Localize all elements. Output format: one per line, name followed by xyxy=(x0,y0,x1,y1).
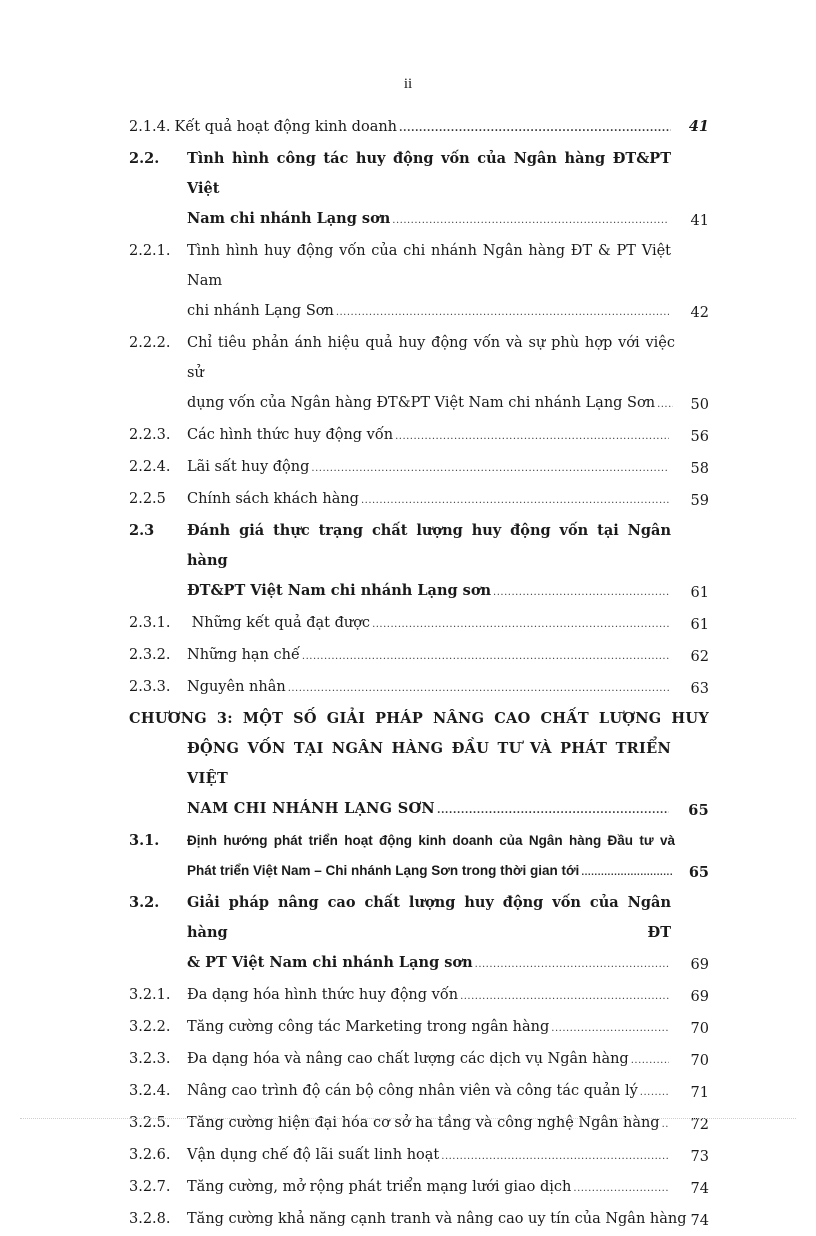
toc-entry-3-2-4[interactable] xyxy=(129,1076,709,1108)
toc-title: Vận dụng chế độ lãi suất linh hoạt xyxy=(187,1147,440,1163)
dot-leader xyxy=(441,1142,669,1172)
toc-number: 2.2.4. xyxy=(129,459,171,475)
dot-leader xyxy=(392,206,669,236)
chapter-title-line: ĐỘNG VỐN TẠI NGÂN HÀNG ĐẦU TƯ VÀ PHÁT TRIỂN VIỆT xyxy=(187,740,671,787)
dot-leader xyxy=(657,390,673,420)
dot-leader xyxy=(475,950,669,980)
dot-leader xyxy=(460,982,669,1012)
dot-leader xyxy=(311,454,669,484)
toc-page: 72 xyxy=(690,1117,709,1133)
toc-title: Các hình thức huy động vốn xyxy=(187,427,394,443)
toc-entry-2-2-1[interactable] xyxy=(129,236,709,328)
toc-page: 61 xyxy=(690,585,709,601)
toc-title: Tăng cường, mở rộng phát triển mạng lưới giao dịch xyxy=(187,1179,572,1195)
toc-title: Nâng cao trình độ cán bộ công nhân viên và công tác quản lý xyxy=(187,1083,638,1099)
toc-title: Nguyên nhân xyxy=(187,679,286,695)
toc-title-line: Chỉ tiêu phản ánh hiệu quả huy động vốn và sự phù hợp với việc sử xyxy=(187,335,675,381)
toc-number: 2.2.2. xyxy=(129,335,171,351)
toc-title-line: & PT Việt Nam chi nhánh Lạng sơn xyxy=(187,954,473,971)
toc-page: 63 xyxy=(690,681,709,697)
toc-title-line: Nam chi nhánh Lạng sơn xyxy=(187,210,391,227)
toc-title: Kết quả hoạt động kinh doanh xyxy=(174,119,398,135)
toc-entry-3-2-2[interactable] xyxy=(129,1012,709,1044)
toc-number: 3.2.1. xyxy=(129,987,171,1003)
toc-title-line: Tình hình công tác huy động vốn của Ngân hàng ĐT&PT Việt xyxy=(187,150,671,197)
toc-number: 3.2.5. xyxy=(129,1115,171,1131)
toc-number: 2.3.3. xyxy=(129,679,171,695)
toc-entry-3-2-1[interactable] xyxy=(129,980,709,1012)
toc-title-line: ĐT&PT Việt Nam chi nhánh Lạng sơn xyxy=(187,582,492,599)
page-bottom-divider xyxy=(20,1118,796,1119)
toc-number: 2.2.5 xyxy=(129,491,166,507)
table-of-contents xyxy=(129,112,709,1236)
toc-page: 70 xyxy=(690,1021,709,1037)
dot-leader xyxy=(399,114,671,144)
dot-leader xyxy=(437,796,669,826)
toc-title: Những hạn chế xyxy=(187,647,300,663)
dot-leader xyxy=(493,578,669,608)
toc-title: Tăng cường công tác Marketing trong ngân hàng xyxy=(187,1019,550,1035)
toc-page: 65 xyxy=(688,802,709,819)
toc-title: Đa dạng hóa và nâng cao chất lượng các dịch vụ Ngân hàng xyxy=(187,1051,629,1067)
toc-entry-3-2-5[interactable] xyxy=(129,1108,709,1140)
toc-entry-3-2-6[interactable] xyxy=(129,1140,709,1172)
toc-title-line: Giải pháp nâng cao chất lượng huy động vốn của Ngân hàng ĐT xyxy=(187,894,671,941)
toc-page: 69 xyxy=(690,957,709,973)
toc-title: Những kết quả đạt được xyxy=(187,615,371,631)
toc-page: 73 xyxy=(690,1149,709,1165)
toc-number: 3.2.6. xyxy=(129,1147,171,1163)
toc-entry-2-3[interactable] xyxy=(129,516,709,608)
toc-entry-2-2-4[interactable] xyxy=(129,452,709,484)
toc-title-line: Định hướng phát triển hoạt động kinh doanh của Ngân hàng Đầu tư và xyxy=(187,833,675,848)
toc-title: Đa dạng hóa hình thức huy động vốn xyxy=(187,987,459,1003)
toc-page: 50 xyxy=(690,397,709,413)
toc-entry-3-2-8[interactable] xyxy=(129,1204,709,1236)
dot-leader xyxy=(662,1110,669,1140)
toc-entry-2-2-5[interactable] xyxy=(129,484,709,516)
toc-page: 61 xyxy=(690,617,709,633)
toc-number: 3.2.2. xyxy=(129,1019,171,1035)
toc-entry-3-2[interactable] xyxy=(129,888,709,980)
toc-page: 69 xyxy=(690,989,709,1005)
toc-entry-2-3-1[interactable] xyxy=(129,608,709,640)
toc-page: 56 xyxy=(690,429,709,445)
toc-entry-2-3-3[interactable] xyxy=(129,672,709,704)
toc-page: 42 xyxy=(690,305,709,321)
toc-page: 70 xyxy=(690,1053,709,1069)
toc-title: Chính sách khách hàng xyxy=(187,491,359,507)
toc-number: 2.3.2. xyxy=(129,647,171,663)
toc-title-line: Phát triển Việt Nam – Chi nhánh Lạng Sơn trong thời gian tới xyxy=(187,863,580,878)
toc-number: 2.2.3. xyxy=(129,427,171,443)
toc-title: Lãi sất huy động xyxy=(187,459,310,475)
dot-leader xyxy=(551,1014,669,1044)
toc-entry-2-2-2[interactable] xyxy=(129,328,709,420)
toc-page: 65 xyxy=(688,864,709,881)
toc-number: 3.2. xyxy=(129,894,160,911)
dot-leader xyxy=(288,674,669,704)
toc-number: 3.2.4. xyxy=(129,1083,171,1099)
toc-title: Tăng cường khả năng cạnh tranh và nâng cao uy tín của Ngân hàng xyxy=(187,1211,687,1227)
toc-page: 58 xyxy=(690,461,709,477)
toc-number: 2.3 xyxy=(129,522,155,539)
toc-number: 2.1.4. xyxy=(129,119,171,135)
toc-number: 3.2.8. xyxy=(129,1211,171,1227)
chapter-title-line: CHƯƠNG 3: MỘT SỐ GIẢI PHÁP NÂNG CAO CHẤT LƯỢNG HUY xyxy=(129,710,709,727)
toc-entry-3-2-7[interactable] xyxy=(129,1172,709,1204)
toc-number: 3.2.3. xyxy=(129,1051,171,1067)
toc-page: 74 xyxy=(690,1213,709,1229)
toc-number: 2.2. xyxy=(129,150,160,167)
toc-title-line: dụng vốn của Ngân hàng ĐT&PT Việt Nam chi nhánh Lạng Sơn xyxy=(187,395,656,411)
dot-leader xyxy=(573,1174,669,1204)
toc-entry-2-2-3[interactable] xyxy=(129,420,709,452)
toc-line xyxy=(129,112,709,144)
dot-leader xyxy=(336,298,669,328)
toc-page: 59 xyxy=(690,493,709,509)
toc-page: 71 xyxy=(690,1085,709,1101)
toc-page: 41 xyxy=(688,118,709,135)
dot-leader xyxy=(361,486,669,516)
toc-entry-2-3-2[interactable] xyxy=(129,640,709,672)
page-number: ii xyxy=(403,76,413,92)
toc-entry-3-2-3[interactable] xyxy=(129,1044,709,1076)
dot-leader xyxy=(302,642,669,672)
toc-title: Tăng cường hiện đại hóa cơ sở ha tầng và công nghệ Ngân hàng xyxy=(187,1115,660,1131)
toc-title-line: Tình hình huy động vốn của chi nhánh Ngân hàng ĐT & PT Việt Nam xyxy=(187,243,671,289)
toc-chapter-3[interactable] xyxy=(129,704,709,826)
toc-page: 62 xyxy=(690,649,709,665)
toc-number: 2.3.1. xyxy=(129,615,171,631)
toc-page: 74 xyxy=(690,1181,709,1197)
toc-page: 41 xyxy=(690,213,709,229)
dot-leader xyxy=(395,422,669,452)
dot-leader xyxy=(631,1046,669,1076)
toc-entry-2-1-4[interactable] xyxy=(129,112,709,144)
toc-number: 3.2.7. xyxy=(129,1179,171,1195)
toc-number: 3.1. xyxy=(129,832,160,849)
toc-title-line: Đánh giá thực trạng chất lượng huy động vốn tại Ngân hàng xyxy=(187,522,671,569)
toc-entry-2-2[interactable] xyxy=(129,144,709,236)
dot-leader xyxy=(372,610,669,640)
chapter-title-line: NAM CHI NHÁNH LẠNG SƠN xyxy=(187,800,435,817)
dot-leader xyxy=(640,1078,669,1108)
toc-entry-3-1[interactable] xyxy=(129,826,709,888)
toc-number: 2.2.1. xyxy=(129,243,171,259)
dot-leader xyxy=(581,858,673,888)
toc-title-line: chi nhánh Lạng Sơn xyxy=(187,303,334,319)
